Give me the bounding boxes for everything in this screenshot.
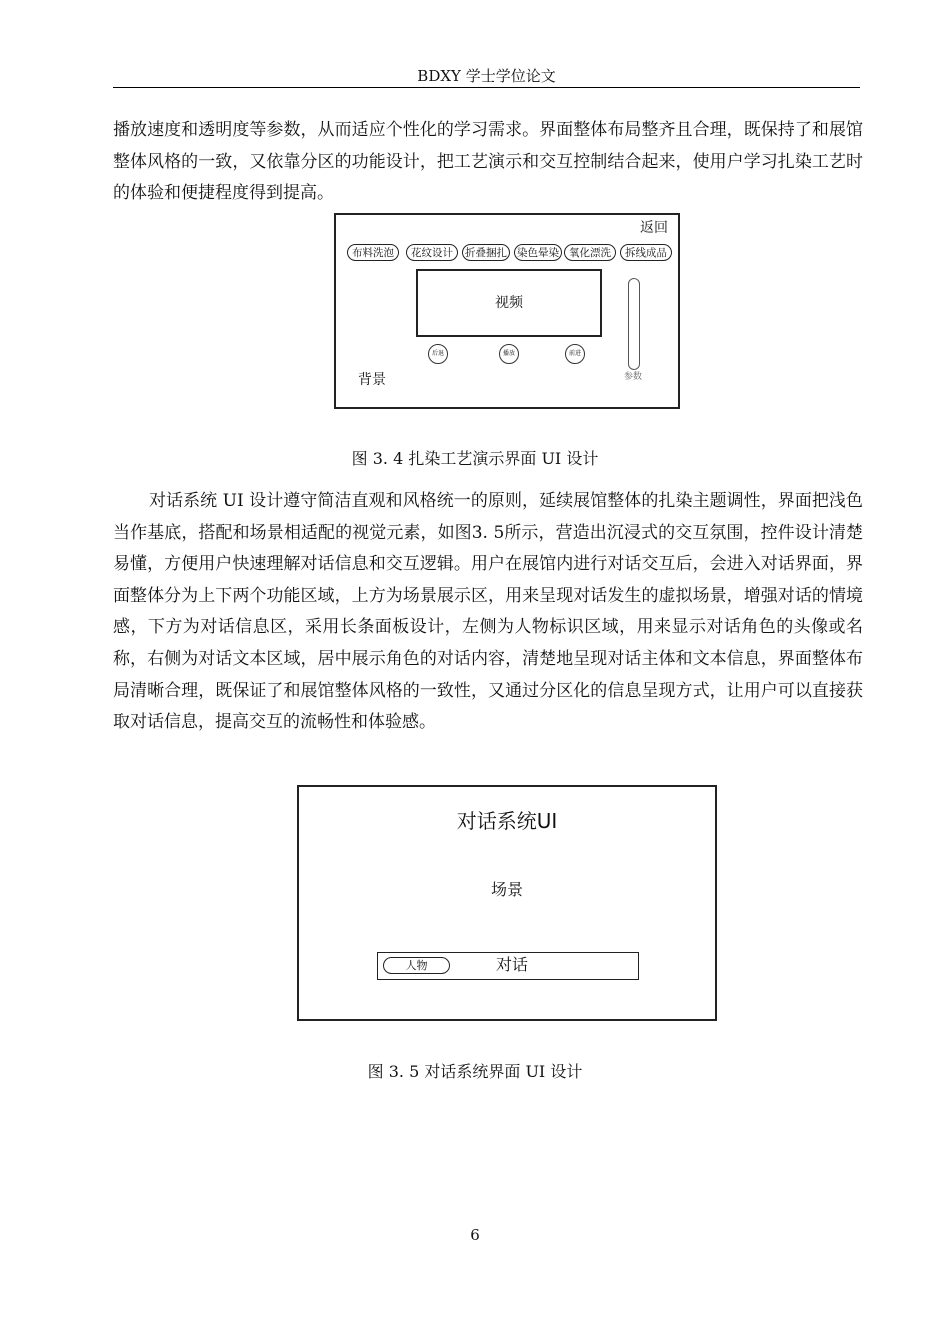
page-number: 6 [470, 1226, 480, 1244]
parameter-slider [628, 278, 640, 370]
figure-3-4-caption: 图 3. 4 扎染工艺演示界面 UI 设计 [351, 449, 599, 468]
step-pill-5: 氧化漂洗 [564, 244, 616, 261]
background-label: 背景 [358, 372, 386, 388]
rewind-control: 后退 [428, 344, 448, 364]
dialog-ui-title: 对话系统UI [456, 809, 558, 833]
parameter-label: 参数 [624, 372, 643, 382]
scene-label: 场景 [490, 880, 523, 899]
play-control: 播放 [499, 344, 519, 364]
step-pill-3: 折叠捆扎 [462, 244, 510, 261]
step-pill-6: 拆线成品 [620, 244, 672, 261]
forward-control: 前进 [565, 344, 585, 364]
step-pill-4: 染色晕染 [514, 244, 562, 261]
running-header: BDXY 学士学位论文 [417, 67, 556, 85]
figure-tie-dye-demo-ui [334, 213, 680, 409]
step-pill-2: 花纹设计 [406, 244, 458, 261]
paragraph-1: 播放速度和透明度等参数，从而适应个性化的学习需求。界面整体布局整齐且合理，既保持了和展馆整体风格的一致，又依靠分区的功能设计，把工艺演示和交互控制结合起来，使用户学习扎染工艺时的体验和便捷程度得到提高。 [113, 120, 863, 204]
dialog-text-label: 对话 [496, 955, 529, 974]
step-pill-1: 布料洗泡 [347, 244, 399, 261]
dialog-bar [377, 952, 639, 980]
paragraph-2: 对话系统 UI 设计遵守简洁直观和风格统一的原则，延续展馆整体的扎染主题调性，界面把浅色当作基底，搭配和场景相适配的视觉元素，如图3. 5所示，营造出沉浸式的交互氛围，控件设计清楚易懂，方便用户快速理解对话信息和交互逻辑。用户在展馆内进行对话交互后，会进入对话界面，界面整体分为上下两个功能区域，上方为场景展示区，用来呈现对话发生的虚拟场景，增强对话的情境感，下方为对话信息区，采用长条面板设计，左侧为人物标识区域，用来显示对话角色的头像或名称，右侧为对话文本区域，居中展示角色的对话内容，清楚地呈现对话主体和文本信息，界面整体布局清晰合理，既保证了和展馆整体风格的一致性，又通过分区化的信息呈现方式，让用户可以直接获取对话信息，提高交互的流畅性和体验感。 [113, 491, 864, 733]
video-area: 视频 [416, 269, 602, 337]
figure-dialog-system-ui [297, 785, 717, 1021]
person-pill: 人物 [383, 957, 450, 974]
header-rule [113, 87, 860, 88]
figure-3-5-caption: 图 3. 5 对话系统界面 UI 设计 [367, 1062, 583, 1081]
back-button-label: 返回 [640, 220, 668, 236]
